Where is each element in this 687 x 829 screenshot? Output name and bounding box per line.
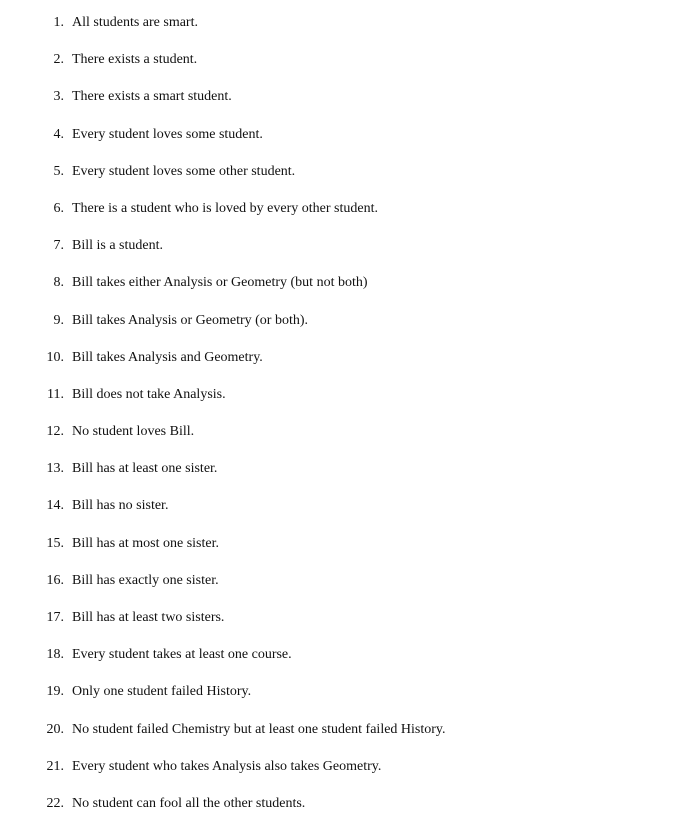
- item-number: 19.: [46, 684, 64, 700]
- list-item: [0, 680, 687, 717]
- item-text: Bill is a student.: [72, 238, 163, 254]
- list-item: [0, 234, 687, 271]
- item-text: All students are smart.: [72, 15, 198, 30]
- item-text: No student failed Chemistry but at least one student failed History.: [72, 721, 446, 737]
- item-number: 13.: [46, 461, 64, 477]
- item-text: Every student loves some student.: [72, 126, 263, 142]
- list-item: [0, 48, 687, 85]
- item-text: No student loves Bill.: [72, 424, 195, 440]
- list-item: [0, 457, 687, 494]
- item-text: Bill has at least two sisters.: [72, 610, 225, 625]
- item-text: Bill has at most one sister.: [72, 535, 219, 551]
- list-item: [0, 643, 687, 680]
- item-number: 9.: [53, 312, 64, 328]
- list-item: [0, 383, 687, 420]
- item-number: 17.: [46, 610, 64, 625]
- item-text: Every student takes at least one course.: [72, 647, 292, 663]
- list-item: [0, 494, 687, 531]
- item-number: 8.: [53, 275, 64, 291]
- list-item: [0, 532, 687, 569]
- item-number: 14.: [46, 498, 64, 514]
- item-number: 11.: [47, 386, 64, 402]
- item-number: 21.: [46, 758, 64, 774]
- item-number: 7.: [53, 238, 64, 254]
- item-text: There exists a student.: [72, 52, 198, 68]
- item-number: 20.: [46, 721, 64, 737]
- list-item: [0, 792, 687, 829]
- item-number: 2.: [53, 52, 64, 68]
- item-text: There is a student who is loved by every other student.: [72, 200, 378, 216]
- list-item: [0, 197, 687, 234]
- item-text: Every student who takes Analysis also takes Geometry.: [72, 758, 382, 774]
- list-item: [0, 271, 687, 308]
- list-item: [0, 606, 687, 643]
- item-number: 15.: [46, 535, 64, 551]
- item-text: Bill takes Analysis and Geometry.: [72, 349, 263, 365]
- list-item: [0, 718, 687, 755]
- item-text: Bill has no sister.: [72, 498, 169, 514]
- list-item: [0, 420, 687, 457]
- item-number: 16.: [46, 572, 64, 588]
- item-number: 18.: [46, 647, 64, 663]
- list-item: [0, 123, 687, 160]
- list-item: [0, 85, 687, 122]
- item-text: Every student loves some other student.: [72, 163, 296, 179]
- list-item: [0, 346, 687, 383]
- list-item: [0, 755, 687, 792]
- item-number: 1.: [53, 15, 64, 30]
- item-number: 22.: [46, 795, 64, 811]
- list-item: [0, 160, 687, 197]
- item-number: 4.: [53, 126, 64, 142]
- item-number: 12.: [46, 424, 64, 440]
- item-text: Bill takes Analysis or Geometry (or both).: [72, 312, 309, 328]
- item-text: Bill has at least one sister.: [72, 461, 218, 477]
- item-text: No student can fool all the other students.: [72, 795, 306, 811]
- item-number: 3.: [53, 89, 64, 105]
- list-item: [0, 309, 687, 346]
- item-text: Bill takes either Analysis or Geometry (but not both): [72, 275, 368, 291]
- item-number: 6.: [53, 200, 64, 216]
- item-text: Bill has exactly one sister.: [72, 572, 219, 588]
- item-number: 5.: [53, 163, 64, 179]
- list-item: [0, 11, 687, 48]
- item-text: Only one student failed History.: [72, 684, 252, 700]
- numbered-statement-list: [0, 11, 687, 829]
- item-number: 10.: [46, 349, 64, 365]
- item-text: There exists a smart student.: [72, 89, 232, 105]
- item-text: Bill does not take Analysis.: [72, 386, 226, 402]
- list-item: [0, 569, 687, 606]
